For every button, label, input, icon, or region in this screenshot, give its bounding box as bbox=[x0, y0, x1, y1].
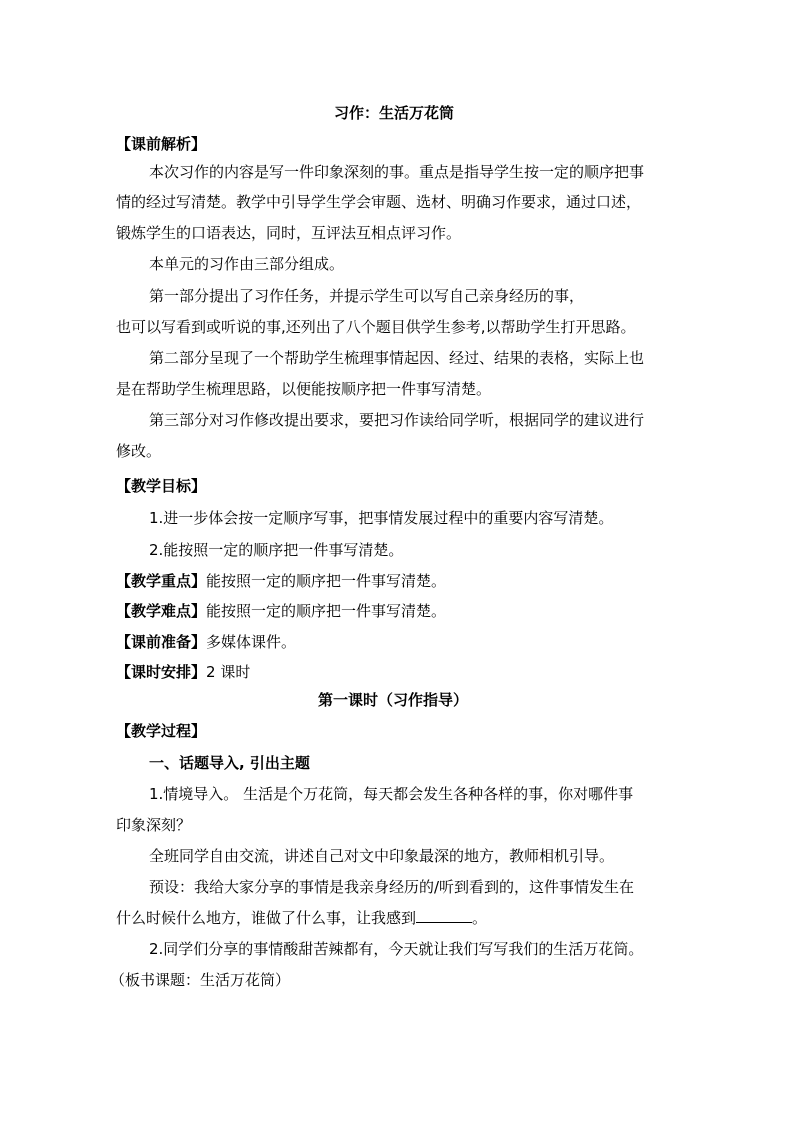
paragraph-line: 修改。 bbox=[116, 442, 162, 460]
preparation-label: 【课前准备】 bbox=[116, 633, 207, 651]
paragraph-text: 。 bbox=[472, 909, 488, 927]
goal-item: 2.能按照一定的顺序把一件事写清楚。 bbox=[149, 541, 404, 559]
goal-item: 1.进一步体会按一定顺序写事，把事情发展过程中的重要内容写清楚。 bbox=[149, 509, 614, 527]
paragraph-line: 第一部分提出了习作任务，并提示学生可以写自己亲身经历的事， bbox=[149, 287, 585, 305]
preparation-row bbox=[116, 632, 296, 652]
paragraph-line: （板书课题：生活万花筒） bbox=[110, 971, 291, 989]
section-heading-goals: 【教学目标】 bbox=[116, 477, 207, 495]
paragraph-line: 1.情境导入。 生活是个万花筒，每天都会发生各种各样的事，你对哪件事 bbox=[149, 785, 634, 803]
paragraph-line: 预设：我给大家分享的事情是我亲身经历的/听到看到的，这件事情发生在 bbox=[149, 878, 635, 896]
paragraph-line-with-blank bbox=[116, 908, 487, 928]
paragraph-line: 是在帮助学生梳理思路，以便能按顺序把一件事写清楚。 bbox=[116, 380, 492, 398]
lesson-title: 第一课时（习作指导） bbox=[318, 691, 469, 709]
paragraph-line: 第二部分呈现了一个帮助学生梳理事情起因、经过、结果的表格，实际上也 bbox=[149, 349, 645, 367]
document-title: 习作：生活万花筒 bbox=[334, 104, 455, 122]
paragraph-line: 本单元的习作由三部分组成。 bbox=[149, 255, 345, 273]
fill-in-blank bbox=[416, 908, 472, 923]
section-heading-process: 【教学过程】 bbox=[116, 722, 207, 740]
difficulty-text: 能按照一定的顺序把一件事写清楚。 bbox=[206, 602, 447, 620]
paragraph-line: 本次习作的内容是写一件印象深刻的事。重点是指导学生按一定的顺序把事 bbox=[149, 163, 645, 181]
step-heading: 一、话题导入, 引出主题 bbox=[149, 754, 310, 772]
paragraph-line: 锻炼学生的口语表达，同时，互评法互相点评习作。 bbox=[116, 224, 462, 242]
paragraph-line: 情的经过写清楚。教学中引导学生学会审题、选材、明确习作要求，通过口述， bbox=[116, 193, 642, 211]
key-point-text: 能按照一定的顺序把一件事写清楚。 bbox=[206, 572, 447, 590]
schedule-text: 2 课时 bbox=[206, 663, 251, 681]
paragraph-line: 也可以写看到或听说的事,还列出了八个题目供学生参考,以帮助学生打开思路。 bbox=[116, 318, 636, 336]
difficulty-row bbox=[116, 601, 446, 621]
section-heading-preview: 【课前解析】 bbox=[116, 135, 207, 153]
schedule-row bbox=[116, 662, 250, 682]
key-point-row bbox=[116, 571, 446, 591]
schedule-label: 【课时安排】 bbox=[116, 663, 207, 681]
key-point-label: 【教学重点】 bbox=[116, 572, 207, 590]
paragraph-text: 什么时候什么地方，谁做了什么事，让我感到 bbox=[116, 909, 417, 927]
paragraph-line: 第三部分对习作修改提出要求，要把习作读给同学听，根据同学的建议进行 bbox=[149, 411, 645, 429]
preparation-text: 多媒体课件。 bbox=[206, 633, 297, 651]
paragraph-line: 全班同学自由交流，讲述自己对文中印象最深的地方，教师相机引导。 bbox=[149, 847, 615, 865]
difficulty-label: 【教学难点】 bbox=[116, 602, 207, 620]
paragraph-line: 2.同学们分享的事情酸甜苦辣都有，今天就让我们写写我们的生活万花筒。 bbox=[149, 940, 644, 958]
paragraph-line: 印象深刻？ bbox=[116, 816, 192, 834]
